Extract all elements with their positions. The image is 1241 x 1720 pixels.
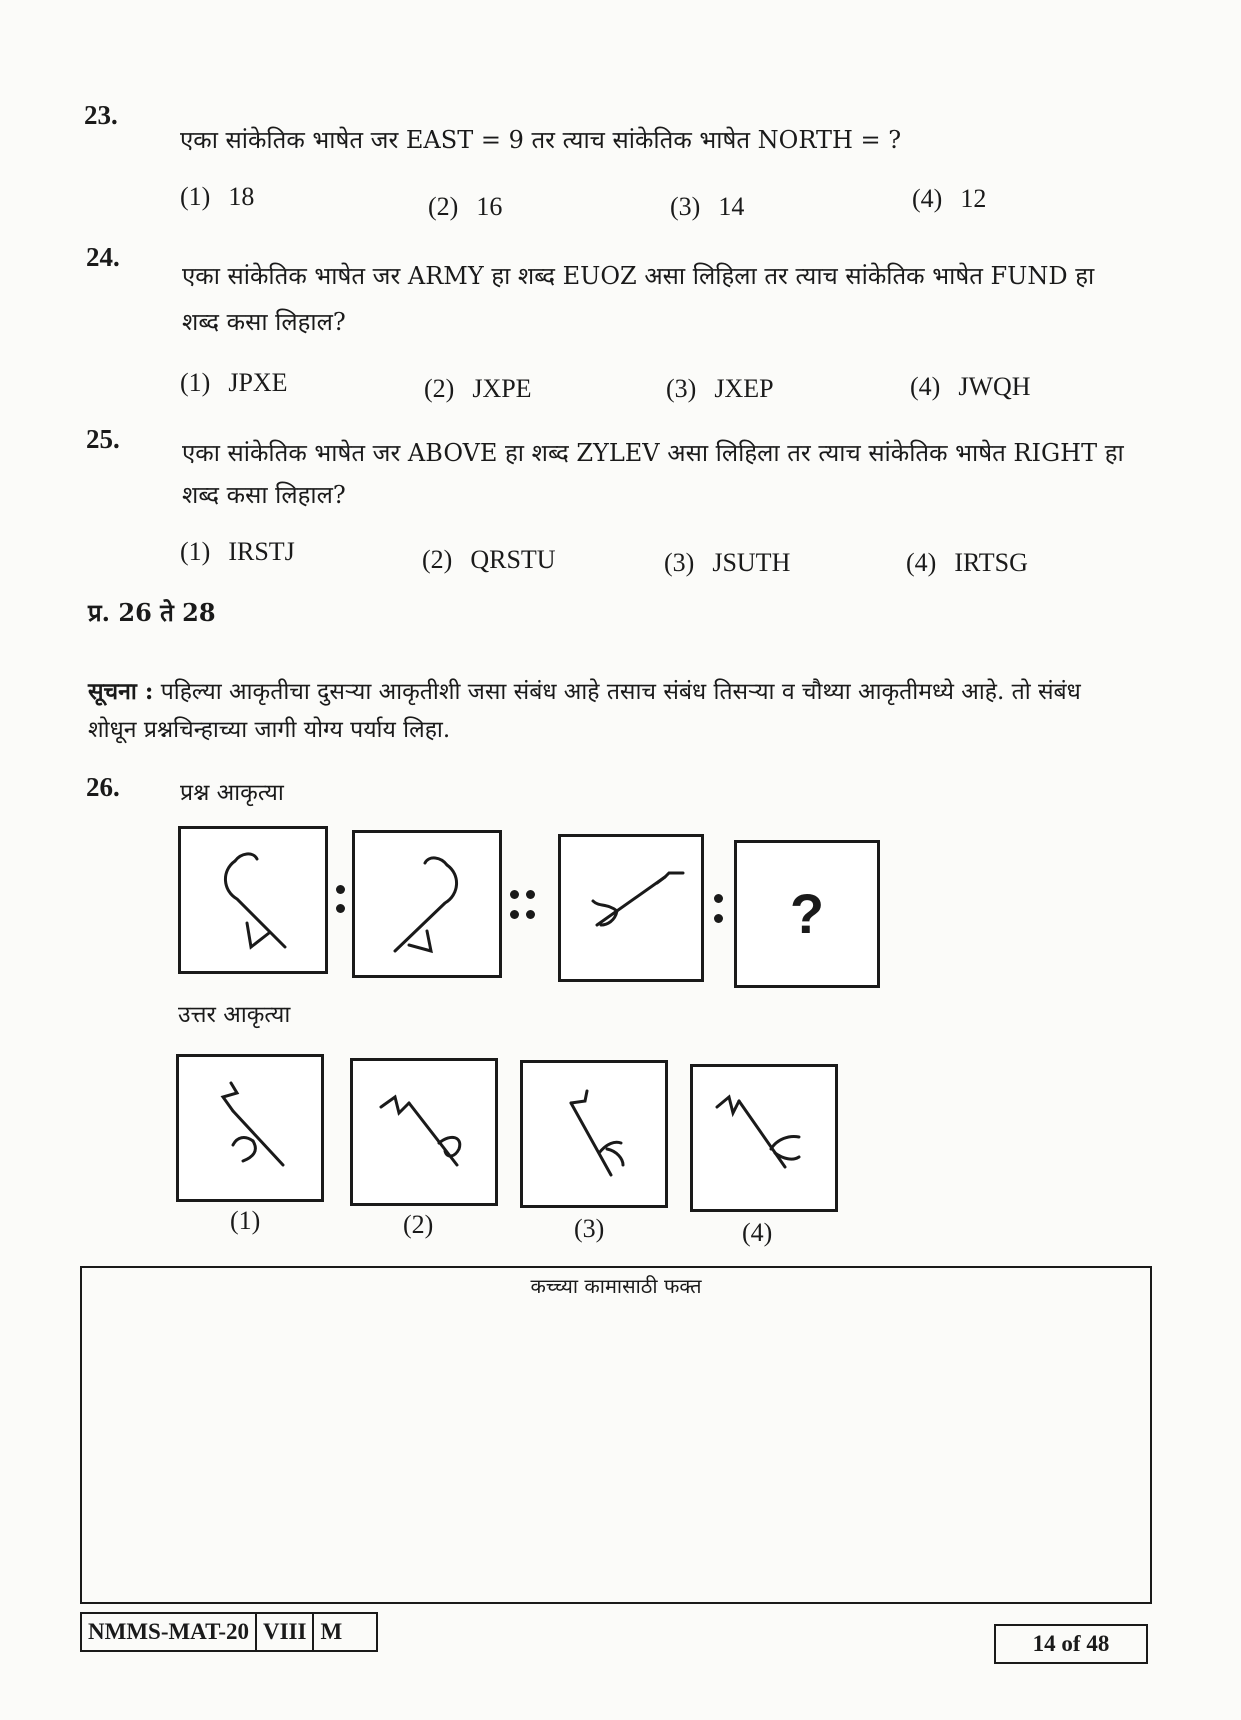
option-number: (1) bbox=[180, 368, 211, 397]
ratio-colon-dot bbox=[336, 904, 345, 913]
option-value: 12 bbox=[960, 184, 987, 213]
q24-option-3[interactable] bbox=[666, 374, 774, 404]
option-value: IRTSG bbox=[954, 548, 1028, 577]
answer-figures-label: उत्तर आकृत्या bbox=[178, 1002, 291, 1028]
proportion-dot bbox=[526, 890, 535, 899]
q23-option-3[interactable] bbox=[670, 192, 744, 222]
ratio-colon-dot bbox=[714, 894, 723, 903]
question-mark: ? bbox=[789, 882, 825, 945]
question-23-text: एका सांकेतिक भाषेत जर EAST = 9 तर त्याच सांकेतिक भाषेत NORTH = ? bbox=[180, 126, 902, 154]
option-value: IRSTJ bbox=[228, 537, 295, 566]
footer-exam-code: NMMS-MAT-20 bbox=[82, 1614, 257, 1650]
instruction-text: पहिल्या आकृतीचा दुसऱ्या आकृतीशी जसा संबंध आहे तसाच संबंध तिसऱ्या व चौथ्या आकृतीमध्ये आहे. तो संबंध bbox=[160, 679, 1081, 705]
answer-figure-4[interactable] bbox=[690, 1064, 838, 1212]
proportion-dot bbox=[510, 890, 519, 899]
option-value: QRSTU bbox=[470, 545, 556, 574]
option-number: (3) bbox=[670, 192, 701, 221]
option-number: (1) bbox=[180, 182, 211, 211]
option-value: 16 bbox=[476, 192, 503, 221]
option-number: (1) bbox=[180, 537, 211, 566]
option-number: (4) bbox=[910, 372, 941, 401]
answer-label-2: (2) bbox=[403, 1210, 434, 1239]
q24-option-1[interactable] bbox=[180, 368, 288, 398]
answer-figure-1[interactable] bbox=[176, 1054, 324, 1202]
question-24-text-line2: शब्द कसा लिहाल? bbox=[182, 308, 346, 336]
option-value: 18 bbox=[228, 182, 255, 211]
ratio-colon-dot bbox=[714, 914, 723, 923]
option-number: (3) bbox=[666, 374, 697, 403]
footer-code-box bbox=[80, 1612, 378, 1652]
answer-figure-3[interactable] bbox=[520, 1060, 668, 1208]
q23-option-2[interactable] bbox=[428, 192, 502, 222]
question-figure-4-unknown bbox=[734, 840, 880, 988]
proportion-dot bbox=[510, 910, 519, 919]
footer-medium: M bbox=[320, 1619, 343, 1644]
question-figure-1 bbox=[178, 826, 328, 974]
option-number: (2) bbox=[424, 374, 455, 403]
q23-option-4[interactable] bbox=[912, 184, 986, 214]
footer-class: VIII bbox=[257, 1614, 314, 1650]
q24-option-2[interactable] bbox=[424, 374, 532, 404]
answer-label-3: (3) bbox=[574, 1214, 605, 1243]
instruction-label: सूचना : bbox=[88, 678, 154, 705]
rough-work-box bbox=[80, 1266, 1152, 1604]
option-value: JXEP bbox=[714, 374, 774, 403]
option-value: JPXE bbox=[228, 368, 288, 397]
option-value: JSUTH bbox=[712, 548, 791, 577]
question-25-text-line1: एका सांकेतिक भाषेत जर ABOVE हा शब्द ZYLEV असा लिहिला तर त्याच सांकेतिक भाषेत RIGHT हा bbox=[182, 439, 1124, 467]
question-figures-label: प्रश्न आकृत्या bbox=[180, 780, 284, 806]
ratio-colon-dot bbox=[336, 885, 345, 894]
question-25-text-line2: शब्द कसा लिहाल? bbox=[182, 481, 346, 509]
option-value: JXPE bbox=[472, 374, 532, 403]
option-value: JWQH bbox=[958, 372, 1031, 401]
q25-option-2[interactable] bbox=[422, 545, 556, 575]
question-figure-3 bbox=[558, 834, 704, 982]
option-number: (4) bbox=[912, 184, 943, 213]
rough-work-label: कच्च्या कामासाठी फक्त bbox=[530, 1274, 702, 1298]
question-25-number: 25. bbox=[86, 424, 120, 454]
option-number: (4) bbox=[906, 548, 937, 577]
answer-label-4: (4) bbox=[742, 1218, 773, 1247]
instruction-line1 bbox=[88, 672, 1081, 712]
option-number: (2) bbox=[422, 545, 453, 574]
question-24-text-line1: एका सांकेतिक भाषेत जर ARMY हा शब्द EUOZ असा लिहिला तर त्याच सांकेतिक भाषेत FUND हा bbox=[182, 262, 1095, 290]
q25-option-1[interactable] bbox=[180, 537, 295, 567]
section-heading: प्र. 26 ते 28 bbox=[88, 598, 216, 627]
footer-page-number: 14 of 48 bbox=[994, 1624, 1148, 1664]
q24-option-4[interactable] bbox=[910, 372, 1031, 402]
answer-figure-2[interactable] bbox=[350, 1058, 498, 1206]
q25-option-3[interactable] bbox=[664, 548, 790, 578]
question-26-number: 26. bbox=[86, 772, 120, 802]
proportion-dot bbox=[526, 910, 535, 919]
question-figure-2 bbox=[352, 830, 502, 978]
instruction-line2: शोधून प्रश्नचिन्हाच्या जागी योग्य पर्याय लिहा. bbox=[88, 717, 451, 743]
q25-option-4[interactable] bbox=[906, 548, 1028, 578]
option-number: (2) bbox=[428, 192, 459, 221]
q23-option-1[interactable] bbox=[180, 182, 254, 212]
question-23-number: 23. bbox=[84, 100, 118, 130]
answer-label-1: (1) bbox=[230, 1206, 261, 1235]
question-24-number: 24. bbox=[86, 242, 120, 272]
option-number: (3) bbox=[664, 548, 695, 577]
option-value: 14 bbox=[718, 192, 745, 221]
